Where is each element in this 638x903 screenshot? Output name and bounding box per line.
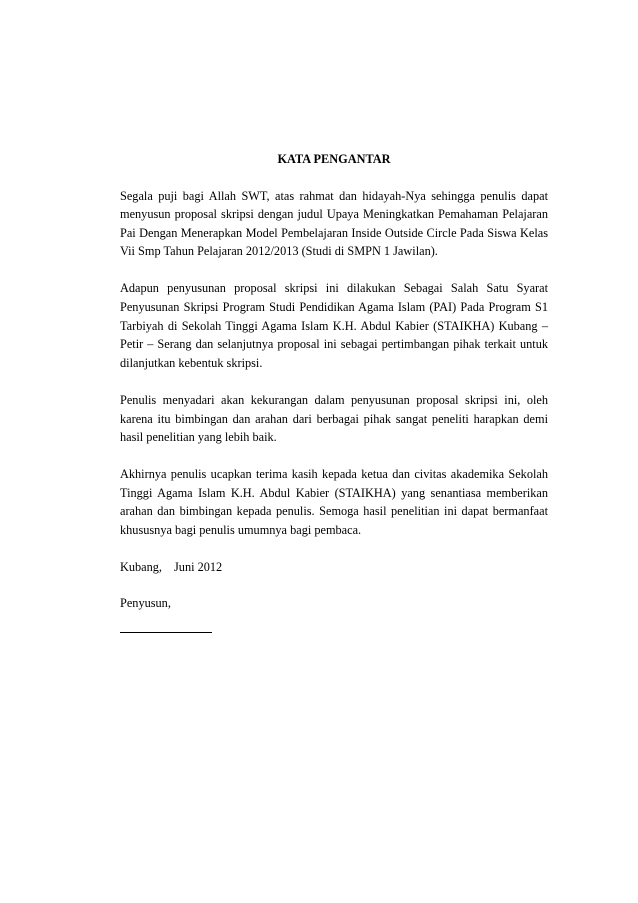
date-text: Juni 2012	[174, 560, 223, 575]
paragraph-thanks: Akhirnya penulis ucapkan terima kasih kepada ketua dan civitas akademika Sekolah Tinggi Agama Islam K.H. Abdul Kabier (STAIKHA) yang senantiasa memberikan arahan dan bimbingan kepada penulis. Semoga hasil penelitian ini dapat bermanfaat khususnya bagi penulis umumnya bagi pembaca.	[120, 467, 548, 537]
signature-line	[120, 632, 212, 633]
document-page	[120, 150, 548, 633]
page-title: KATA PENGANTAR	[277, 152, 391, 166]
place-text: Kubang,	[120, 560, 163, 575]
place-date-line	[120, 558, 548, 577]
signature-label: Penyusun,	[120, 595, 171, 610]
paragraph-acknowledgement-of-shortcomings: Penulis menyadari akan kekurangan dalam penyusunan proposal skripsi ini, oleh karena itu bimbingan dan arahan dari berbagai pihak sangat peneliti harapkan demi hasil penelitian yang lebih baik.	[120, 392, 548, 445]
paragraph-opening: Segala puji bagi Allah SWT, atas rahmat dan hidayah-Nya sehingga penulis dapat menyusun proposal skripsi dengan judul Upaya Meningkatkan Pemahaman Pelajaran Pai Dengan Menerapkan Model Pembelajaran Inside Outside Circle Pada Siswa Kelas Vii Smp Tahun Pelajaran 2012/2013 (Studi di SMPN 1 Jawilan).	[120, 188, 548, 259]
paragraph-purpose: Adapun penyusunan proposal skripsi ini dilakukan Sebagai Salah Satu Syarat Penyusunan Skripsi Program Studi Pendidikan Agama Islam (PAI) Pada Program S1 Tarbiyah di Sekolah Tinggi Agama Islam K.H. Abdul Kabier (STAIKHA) Kubang – Petir – Serang dan selanjutnya proposal ini sebagai pertimbangan pihak terkait untuk dilanjutkan kebentuk skripsi.	[120, 281, 548, 370]
